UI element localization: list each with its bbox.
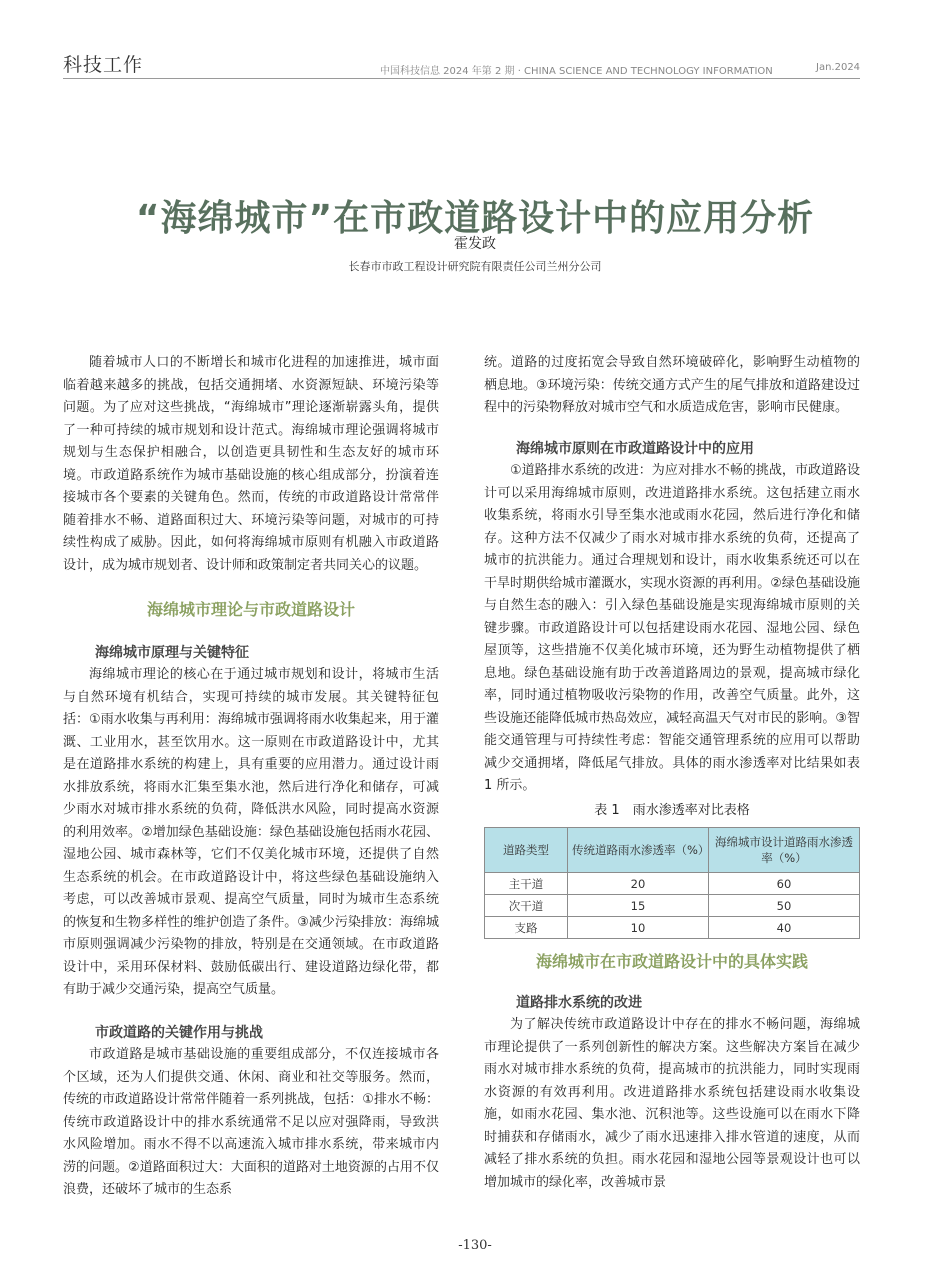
table-row [485,895,860,917]
continued-paragraph: 统。道路的过度拓宽会导致自然环境破碎化，影响野生动植物的栖息地。③环境污染：传统交通方式产生的尾气排放和道路建设过程中的污染物释放对城市空气和水质造成危害，影响市民健康。 [484,355,860,415]
drainage-paragraph: 为了解决传统市政道路设计中存在的排水不畅问题，海绵城市理论提供了一系列创新性的解决方案。这些解决方案旨在减少雨水对城市排水系统的负荷，提高城市的抗洪能力，同时实现雨水资源的有效再利用。改进道路排水系统包括建设雨水收集设施，如雨水花园、集水池、沉积池等。这些设施可以在雨水下降时捕获和存储雨水，减少了雨水迅速排入排水管道的速度，从而减轻了排水系统的负担。雨水花园和湿地公园等景观设计也可以增加城市的绿化率，改善城市景 [484,1017,860,1190]
infiltration-table [484,827,860,939]
table-cell: 次干道 [485,895,568,917]
table-header-cell: 道路类型 [485,828,568,873]
issue-date: Jan.2024 [816,62,861,73]
subheading-principles: 海绵城市原理与关键特征 [95,644,249,661]
table-header-cell: 传统道路雨水渗透率（%） [568,828,709,873]
page-number: -130- [458,1238,492,1253]
subheading-drainage: 道路排水系统的改进 [516,994,642,1011]
table-cell: 20 [568,873,709,895]
section-heading-theory: 海绵城市理论与市政道路设计 [146,600,355,619]
header-rule [63,78,860,79]
table-header-row [485,828,860,873]
principles-paragraph: 海绵城市理论的核心在于通过城市规划和设计，将城市生活与自然环境有机结合，实现可持续的城市发展。其关键特征包括：①雨水收集与再利用：海绵城市强调将雨水收集起来，用于灌溉、工业用水，甚至饮用水。这一原则在市政道路设计中，尤其是在道路排水系统的构建上，具有重要的应用潜力。通过设计雨水排放系统，将雨水汇集至集水池，然后进行净化和储存，可减少雨水对城市排水系统的负荷，降低洪水风险，同时提高水资源的利用效率。②增加绿色基础设施：绿色基础设施包括雨水花园、湿地公园、城市森林等，它们不仅美化城市环境，还提供了自然生态系统的机会。在市政道路设计中，将这些绿色基础设施纳入考虑，可以改善城市景观、提高空气质量，同时为城市生态系统的恢复和生物多样性的维护创造了条件。③减少污染排放：海绵城市原则强调减少污染物的排放，特别是在交通领域。在市政道路设计中，采用环保材料、鼓励低碳出行、建设道路边绿化带，都有助于减少交通污染，提高空气质量。 [63,667,439,997]
journal-info: 中国科技信息 2024 年第 2 期 · CHINA SCIENCE AND TECHNOLOGY INFORMATION [380,66,773,77]
table-cell: 支路 [485,917,568,939]
intro-paragraph: 随着城市人口的不断增长和城市化进程的加速推进，城市面临着越来越多的挑战，包括交通拥堵、水资源短缺、环境污染等问题。为了应对这些挑战，“海绵城市”理论逐渐崭露头角，提供了一种可持续的城市规划和设计范式。海绵城市理论强调将城市规划与生态保护相融合，以创造更具韧性和生态友好的城市环境。市政道路系统作为城市基础设施的核心组成部分，扮演着连接城市各个要素的关键角色。然而，传统的市政道路设计常常伴随着排水不畅、道路面积过大、环境污染等问题，对城市的可持续性构成了威胁。因此，如何将海绵城市原则有机融入市政道路设计，成为城市规划者、设计师和政策制定者共同关心的议题。 [63,355,439,573]
table-cell: 50 [709,895,860,917]
table-cell: 15 [568,895,709,917]
author-name: 霍发政 [454,236,496,252]
table-cell: 主干道 [485,873,568,895]
table-cell: 10 [568,917,709,939]
table-cell: 60 [709,873,860,895]
application-paragraph: ①道路排水系统的改进：为应对排水不畅的挑战，市政道路设计可以采用海绵城市原则，改进道路排水系统。这包括建立雨水收集系统，将雨水引导至集水池或雨水花园，然后进行净化和储存。这种方法不仅减少了雨水对城市排水系统的负荷，还提高了城市的抗洪能力。通过合理规划和设计，雨水收集系统还可以在干旱时期供给城市灌溉水，实现水资源的再利用。②绿色基础设施与自然生态的融入：引入绿色基础设施是实现海绵城市原则的关键步骤。市政道路设计可以包括建设雨水花园、湿地公园、绿色屋顶等，这些措施不仅美化城市环境，还为野生动植物提供了栖息地。绿色基础设施有助于改善道路周边的景观，提高城市绿化率，同时通过植物吸收污染物的作用，改善空气质量。此外，这些设施还能降低城市热岛效应，减轻高温天气对市民的影响。③智能交通管理与可持续性考虑：智能交通管理系统的应用可以帮助减少交通拥堵，降低尾气排放。具体的雨水渗透率对比结果如表 1 所示。 [484,463,860,793]
article-title: “海绵城市”在市政道路设计中的应用分析 [135,198,815,240]
right-column [484,352,860,1194]
author-affiliation: 长春市市政工程设计研究院有限责任公司兰州分公司 [348,260,602,273]
table-cell: 40 [709,917,860,939]
table-row [485,917,860,939]
left-column [63,352,439,1202]
section-label: 科技工作 [63,54,144,76]
subheading-application: 海绵城市原则在市政道路设计中的应用 [516,440,754,457]
table-header-cell: 海绵城市设计道路雨水渗透率（%） [709,828,860,873]
subheading-road-role: 市政道路的关键作用与挑战 [95,1024,263,1041]
section-heading-practice: 海绵城市在市政道路设计中的具体实践 [535,952,808,971]
table-row [485,873,860,895]
road-role-paragraph: 市政道路是城市基础设施的重要组成部分，不仅连接城市各个区域，还为人们提供交通、休闲、商业和社交等服务。然而，传统的市政道路设计常常伴随着一系列挑战，包括：①排水不畅：传统市政道路设计中的排水系统通常不足以应对强降雨，导致洪水风险增加。雨水不得不以高速流入城市排水系统，带来城市内涝的问题。②道路面积过大：大面积的道路对土地资源的占用不仅浪费，还破坏了城市的生态系 [63,1047,439,1197]
table-caption: 表 1 雨水渗透率对比表格 [594,802,750,818]
